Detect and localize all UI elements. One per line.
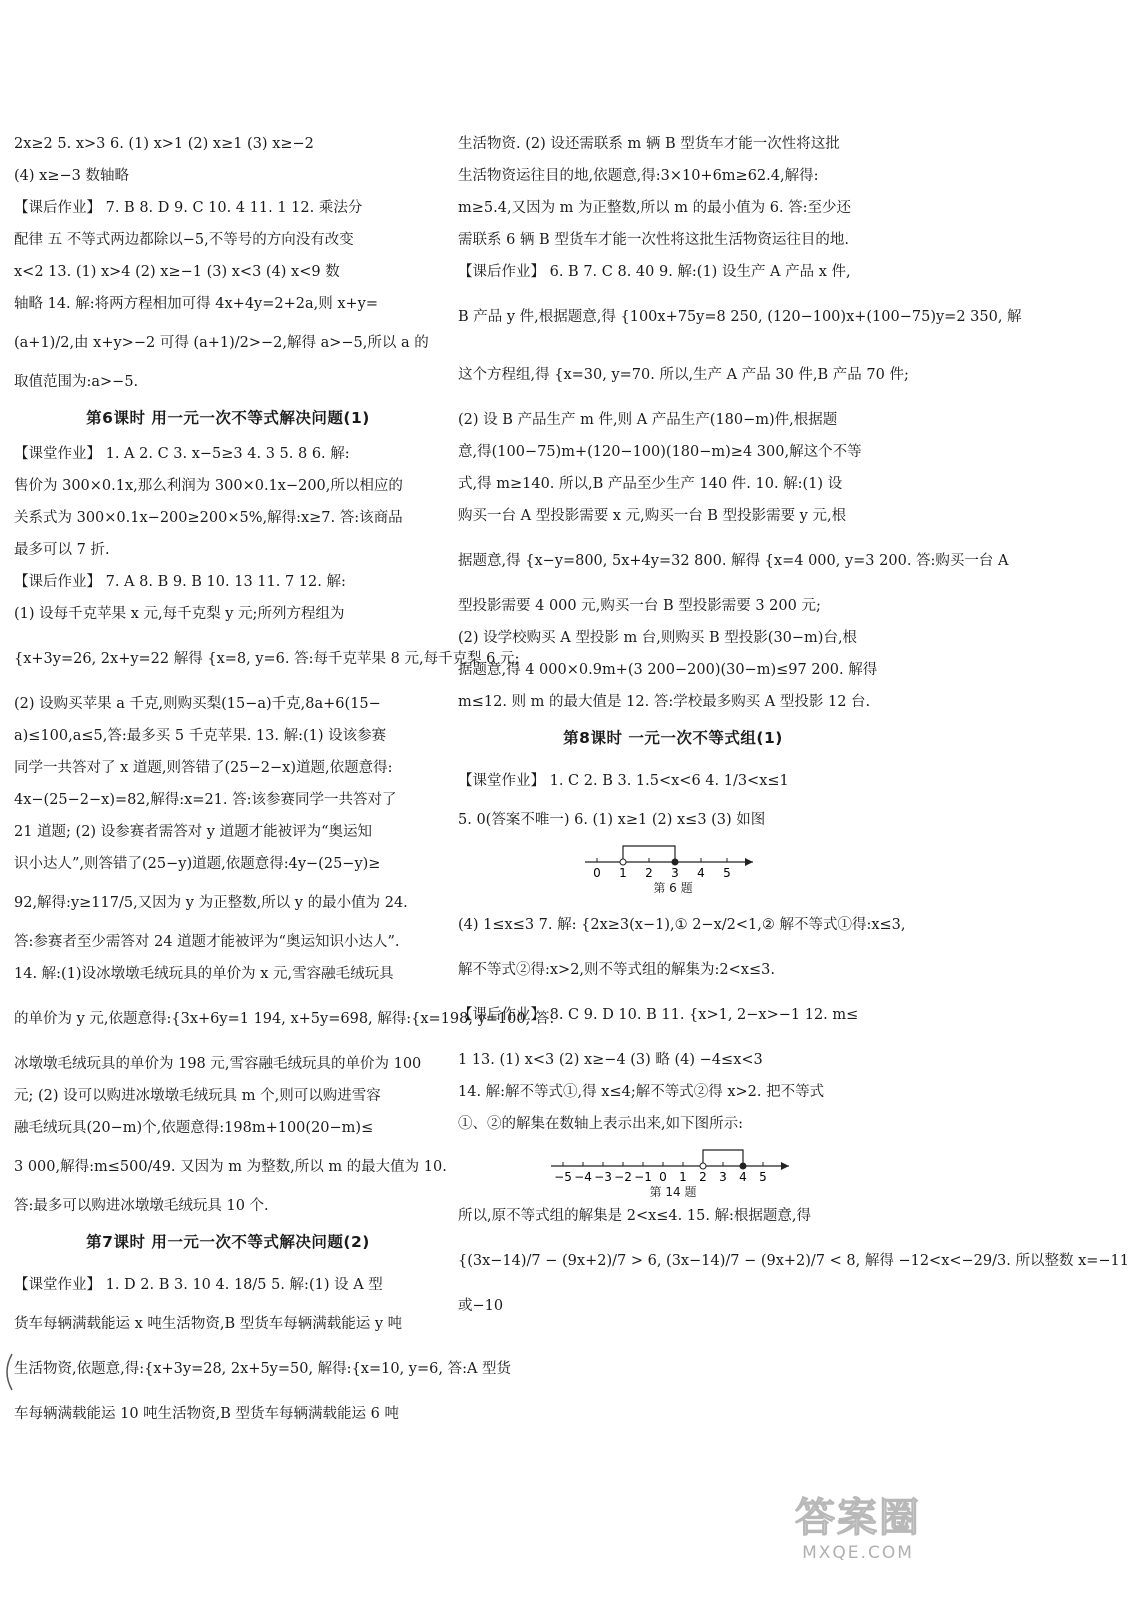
- text-line: 冰墩墩毛绒玩具的单价为 198 元,雪容融毛绒玩具的单价为 100: [14, 1056, 422, 1072]
- text-line: 解不等式②得:x>2,则不等式组的解集为:2<x≤3.: [458, 962, 775, 978]
- text-line: 关系式为 300×0.1x−200≥200×5%,解得:x≥7. 答:该商品: [14, 510, 403, 526]
- text-line: 型投影需要 4 000 元,购买一台 B 型投影需要 3 200 元;: [458, 598, 821, 614]
- text-line: 购买一台 A 型投影需要 x 元,购买一台 B 型投影需要 y 元,根: [458, 508, 847, 524]
- text-line: 【课后作业】 8. C 9. D 10. B 11. {x>1, 2−x>−1 12. m≤: [458, 1007, 859, 1023]
- text-line: 1 13. (1) x<3 (2) x≥−4 (3) 略 (4) −4≤x<3: [458, 1052, 763, 1068]
- axis-arrow-icon: [745, 858, 753, 866]
- tick-label: 0: [659, 1170, 667, 1184]
- text-line: 元; (2) 设可以购进冰墩墩毛绒玩具 m 个,则可以购进雪容: [14, 1088, 381, 1104]
- text-line: {x+3y=26, 2x+y=22 解得 {x=8, y=6. 答:每千克苹果 8 元,每千克梨 6 元;: [14, 651, 520, 667]
- figure6-number-line: [458, 836, 888, 896]
- text-line: m≤12. 则 m 的最大值是 12. 答:学校最多购买 A 型投影 12 台.: [458, 694, 871, 710]
- text-line: 融毛绒玩具(20−m)个,依题意得:198m+100(20−m)≤: [14, 1120, 374, 1136]
- figure14-axis-svg: [523, 1140, 823, 1184]
- text-line: 生活物资. (2) 设还需联系 m 辆 B 型货车才能一次性将这批: [458, 136, 840, 152]
- text-line: 3 000,解得:m≤500/49. 又因为 m 为整数,所以 m 的最大值为 10.: [14, 1159, 447, 1175]
- text-line: (4) 1≤x≤3 7. 解: {2x≥3(x−1),① 2−x/2<1,② 解不等式①得:x≤3,: [458, 917, 906, 933]
- tick-label: −5: [554, 1170, 572, 1184]
- text-line: 售价为 300×0.1x,那么利润为 300×0.1x−200,所以相应的: [14, 478, 403, 494]
- tick-label: 4: [697, 866, 705, 880]
- right-column: [458, 128, 1129, 1322]
- text-line: a)≤100,a≤5,答:最多买 5 千克苹果. 13. 解:(1) 设该参赛: [14, 728, 387, 744]
- text-line: 或−10: [458, 1298, 504, 1314]
- text-line: B 产品 y 件,根据题意,得 {100x+75y=8 250, (120−100)x+(100−75)y=2 350, 解: [458, 309, 1022, 325]
- text-line: m≥5.4,又因为 m 为正整数,所以 m 的最小值为 6. 答:至少还: [458, 200, 852, 216]
- figure6-axis-svg: [573, 836, 773, 880]
- tick-label: 1: [679, 1170, 687, 1184]
- text-line: 意,得(100−75)m+(120−100)(180−m)≥4 300,解这个不等: [458, 444, 862, 460]
- text-line: 【课堂作业】 1. D 2. B 3. 10 4. 18/5 5. 解:(1) 设 A 型: [14, 1277, 383, 1293]
- text-line: 取值范围为:a>−5.: [14, 374, 139, 390]
- text-line: 轴略 14. 解:将两方程相加可得 4x+4y=2+2a,则 x+y=: [14, 296, 379, 312]
- text-line: {(3x−14)/7 − (9x+2)/7 > 6, (3x−14)/7 − (9x+2)/7 < 8, 解得 −12<x<−29/3. 所以整数 x=−11: [458, 1253, 1129, 1269]
- figure14-caption: 第 14 题: [649, 1185, 697, 1199]
- text-line: 【课堂作业】 1. A 2. C 3. x−5≥3 4. 3 5. 8 6. 解:: [14, 446, 350, 462]
- text-line: 所以,原不等式组的解集是 2<x≤4. 15. 解:根据题意,得: [458, 1208, 812, 1224]
- text-line: 5. 0(答案不唯一) 6. (1) x≥1 (2) x≤3 (3) 如图: [458, 812, 766, 828]
- text-line: 据题意,得 4 000×0.9m+(3 200−200)(30−m)≤97 200. 解得: [458, 662, 878, 678]
- text-line: 答:参赛者至少需答对 24 道题才能被评为“奥运知识小达人”.: [14, 934, 400, 950]
- text-line: 【课堂作业】 1. C 2. B 3. 1.5<x<6 4. 1/3<x≤1: [458, 773, 789, 789]
- tick-label: 2: [645, 866, 653, 880]
- text-line: 这个方程组,得 {x=30, y=70. 所以,生产 A 产品 30 件,B 产品 70 件;: [458, 367, 909, 383]
- text-line: 14. 解:解不等式①,得 x≤4;解不等式②得 x>2. 把不等式: [458, 1084, 825, 1100]
- text-line: 车每辆满载能运 10 吨生活物资,B 型货车每辆满载能运 6 吨: [14, 1406, 399, 1422]
- text-line: 【课后作业】 6. B 7. C 8. 40 9. 解:(1) 设生产 A 产品 x 件,: [458, 264, 851, 280]
- tick-label: −3: [594, 1170, 612, 1184]
- text-line: 21 道题; (2) 设参赛者需答对 y 道题才能被评为“奥运知: [14, 824, 373, 840]
- tick-label: −2: [614, 1170, 632, 1184]
- closed-endpoint: [740, 1163, 746, 1169]
- text-line: 识小达人”,则答错了(25−y)道题,依题意得:4y−(25−y)≥: [14, 856, 381, 872]
- watermark-logo: 答案圈: [795, 1495, 921, 1541]
- tick-label: 4: [739, 1170, 747, 1184]
- tick-label: 2: [699, 1170, 707, 1184]
- open-endpoint: [620, 859, 626, 865]
- text-line: 生活物资,依题意,得:{x+3y=28, 2x+5y=50, 解得:{x=10, y=6, 答:A 型货: [14, 1361, 512, 1377]
- text-line: 生活物资运往目的地,依题意,得:3×10+6m≥62.4,解得:: [458, 168, 819, 184]
- tick-label: 5: [723, 866, 731, 880]
- watermark-site: MXQE.COM: [802, 1543, 914, 1563]
- text-line: ①、②的解集在数轴上表示出来,如下图所示:: [458, 1116, 743, 1132]
- text-line: 【课后作业】 7. B 8. D 9. C 10. 4 11. 1 12. 乘法分: [14, 200, 363, 216]
- section-heading: 第8课时 一元一次不等式组(1): [563, 729, 783, 747]
- section-heading: 第7课时 用一元一次不等式解决问题(2): [86, 1233, 370, 1251]
- figure14-number-line: [458, 1140, 888, 1200]
- tick-label: 0: [593, 866, 601, 880]
- tick-label: −1: [634, 1170, 652, 1184]
- text-line: 同学一共答对了 x 道题,则答错了(25−2−x)道题,依题意得:: [14, 760, 393, 776]
- text-line: (2) 设购买苹果 a 千克,则购买梨(15−a)千克,8a+6(15−: [14, 696, 381, 712]
- text-line: 答:最多可以购进冰墩墩毛绒玩具 10 个.: [14, 1198, 269, 1214]
- text-line: 最多可以 7 折.: [14, 542, 110, 558]
- text-line: 配律 五 不等式两边都除以−5,不等号的方向没有改变: [14, 232, 354, 248]
- text-line: x<2 13. (1) x>4 (2) x≥−1 (3) x<3 (4) x<9 数: [14, 264, 340, 280]
- tick-label: 5: [759, 1170, 767, 1184]
- text-line: 92,解得:y≥117/5,又因为 y 为正整数,所以 y 的最小值为 24.: [14, 895, 408, 911]
- tick-label: 3: [671, 866, 679, 880]
- text-line: (1) 设每千克苹果 x 元,每千克梨 y 元;所列方程组为: [14, 606, 345, 622]
- text-line: 货车每辆满载能运 x 吨生活物资,B 型货车每辆满载能运 y 吨: [14, 1316, 403, 1332]
- tick-label: −4: [574, 1170, 592, 1184]
- text-line: 2x≥2 5. x>3 6. (1) x>1 (2) x≥1 (3) x≥−2: [14, 136, 314, 152]
- text-line: 【课后作业】 7. A 8. B 9. B 10. 13 11. 7 12. 解:: [14, 574, 346, 590]
- text-line: 14. 解:(1)设冰墩墩毛绒玩具的单价为 x 元,雪容融毛绒玩具: [14, 966, 394, 982]
- text-line: 4x−(25−2−x)=82,解得:x=21. 答:该参赛同学一共答对了: [14, 792, 397, 808]
- text-line: (a+1)/2,由 x+y>−2 可得 (a+1)/2>−2,解得 a>−5,所以 a 的: [14, 335, 429, 351]
- text-line: 据题意,得 {x−y=800, 5x+4y=32 800. 解得 {x=4 000, y=3 200. 答:购买一台 A: [458, 553, 1009, 569]
- text-line: 式,得 m≥140. 所以,B 产品至少生产 140 件. 10. 解:(1) 设: [458, 476, 843, 492]
- page-edge-mark: [0, 1352, 14, 1392]
- figure6-caption: 第 6 题: [653, 881, 693, 895]
- text-line: 的单价为 y 元,依题意得:{3x+6y=1 194, x+5y=698, 解得:{x=198, y=100, 答:: [14, 1011, 555, 1027]
- axis-arrow-icon: [781, 1162, 789, 1170]
- text-line: (4) x≥−3 数轴略: [14, 168, 129, 184]
- closed-endpoint: [672, 859, 678, 865]
- text-line: (2) 设 B 产品生产 m 件,则 A 产品生产(180−m)件,根据题: [458, 412, 838, 428]
- open-endpoint: [700, 1163, 706, 1169]
- watermark: [763, 1486, 953, 1576]
- text-line: 需联系 6 辆 B 型货车才能一次性将这批生活物资运往目的地.: [458, 232, 849, 248]
- section-heading: 第6课时 用一元一次不等式解决问题(1): [86, 409, 370, 427]
- text-line: (2) 设学校购买 A 型投影 m 台,则购买 B 型投影(30−m)台,根: [458, 630, 858, 646]
- tick-label: 3: [719, 1170, 727, 1184]
- tick-label: 1: [619, 866, 627, 880]
